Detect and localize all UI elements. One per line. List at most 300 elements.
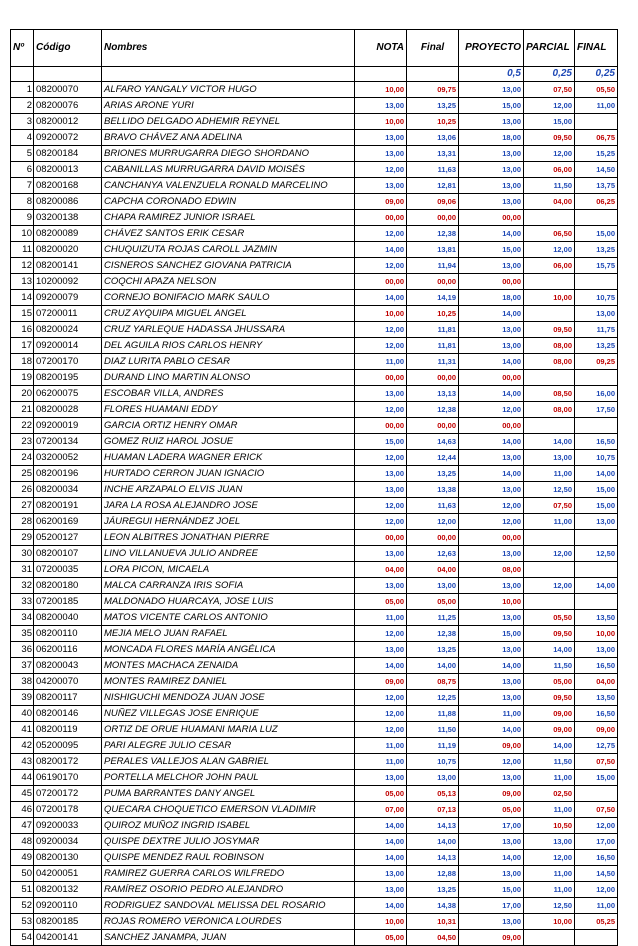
nota-cell: 15,00 <box>355 434 407 450</box>
parcial-cell <box>524 418 575 434</box>
final-cell: 11,94 <box>407 258 459 274</box>
final2-cell <box>575 274 618 290</box>
row-number: 7 <box>11 178 34 194</box>
student-name: MONCADA FLORES MARÍA ANGÉLICA <box>102 642 355 658</box>
header-row <box>11 30 618 67</box>
nota-cell: 13,00 <box>355 386 407 402</box>
row-number: 29 <box>11 530 34 546</box>
proyecto-cell: 15,00 <box>459 626 524 642</box>
final-cell: 11,81 <box>407 338 459 354</box>
student-code: 07200170 <box>34 354 102 370</box>
table-row <box>11 386 618 402</box>
header-final: Final <box>407 30 459 67</box>
final-cell: 12,38 <box>407 226 459 242</box>
proyecto-cell: 13,00 <box>459 338 524 354</box>
final-cell: 11,63 <box>407 162 459 178</box>
row-number: 15 <box>11 306 34 322</box>
student-code: 06200116 <box>34 642 102 658</box>
proyecto-cell: 17,00 <box>459 898 524 914</box>
table-row <box>11 306 618 322</box>
student-name: FLORES HUAMANI EDDY <box>102 402 355 418</box>
parcial-cell <box>524 562 575 578</box>
table-row <box>11 738 618 754</box>
parcial-cell: 09,50 <box>524 626 575 642</box>
proyecto-cell: 13,00 <box>459 914 524 930</box>
final2-cell: 14,50 <box>575 162 618 178</box>
student-name: PORTELLA MELCHOR JOHN PAUL <box>102 770 355 786</box>
row-number: 8 <box>11 194 34 210</box>
table-row <box>11 834 618 850</box>
parcial-cell: 09,50 <box>524 690 575 706</box>
final-cell: 12,38 <box>407 402 459 418</box>
parcial-cell: 08,00 <box>524 338 575 354</box>
student-code: 07200011 <box>34 306 102 322</box>
row-number: 21 <box>11 402 34 418</box>
student-code: 08200020 <box>34 242 102 258</box>
table-row <box>11 418 618 434</box>
nota-cell: 12,00 <box>355 322 407 338</box>
nota-cell: 12,00 <box>355 162 407 178</box>
final2-cell: 13,75 <box>575 178 618 194</box>
nota-cell: 14,00 <box>355 658 407 674</box>
student-name: PARI ALEGRE JULIO CESAR <box>102 738 355 754</box>
proyecto-cell: 13,00 <box>459 690 524 706</box>
table-row <box>11 786 618 802</box>
student-code: 08200043 <box>34 658 102 674</box>
student-name: INCHE ARZAPALO ELVIS JUAN <box>102 482 355 498</box>
proyecto-cell: 17,00 <box>459 818 524 834</box>
row-number: 18 <box>11 354 34 370</box>
proyecto-cell: 13,00 <box>459 114 524 130</box>
student-code: 08200040 <box>34 610 102 626</box>
row-number: 23 <box>11 434 34 450</box>
student-code: 04200070 <box>34 674 102 690</box>
nota-cell: 13,00 <box>355 482 407 498</box>
nota-cell: 00,00 <box>355 210 407 226</box>
student-name: HUAMAN LADERA WAGNER ERICK <box>102 450 355 466</box>
student-name: LORA PICON, MICAELA <box>102 562 355 578</box>
student-code: 08200146 <box>34 706 102 722</box>
student-code: 09200079 <box>34 290 102 306</box>
table-row <box>11 498 618 514</box>
final-cell: 13,13 <box>407 386 459 402</box>
table-row <box>11 642 618 658</box>
proyecto-cell: 18,00 <box>459 130 524 146</box>
final2-cell: 15,00 <box>575 482 618 498</box>
row-number: 37 <box>11 658 34 674</box>
proyecto-cell: 13,00 <box>459 322 524 338</box>
nota-cell: 00,00 <box>355 418 407 434</box>
student-code: 05200127 <box>34 530 102 546</box>
parcial-cell: 06,00 <box>524 258 575 274</box>
student-name: DURAND LINO MARTIN ALONSO <box>102 370 355 386</box>
proyecto-cell: 09,00 <box>459 930 524 946</box>
student-name: NUÑEZ VILLEGAS JOSE ENRIQUE <box>102 706 355 722</box>
parcial-cell: 09,50 <box>524 322 575 338</box>
parcial-cell: 11,50 <box>524 754 575 770</box>
row-number: 24 <box>11 450 34 466</box>
weights-row <box>11 67 618 82</box>
nota-cell: 14,00 <box>355 834 407 850</box>
row-number: 42 <box>11 738 34 754</box>
nota-cell: 12,00 <box>355 706 407 722</box>
parcial-cell: 12,00 <box>524 850 575 866</box>
row-number: 1 <box>11 82 34 98</box>
final-cell: 11,50 <box>407 722 459 738</box>
proyecto-cell: 12,00 <box>459 514 524 530</box>
final2-cell: 13,50 <box>575 610 618 626</box>
table-row <box>11 370 618 386</box>
parcial-cell <box>524 594 575 610</box>
final2-cell: 16,50 <box>575 434 618 450</box>
nota-cell: 12,00 <box>355 626 407 642</box>
student-name: JARA LA ROSA ALEJANDRO JOSE <box>102 498 355 514</box>
nota-cell: 05,00 <box>355 594 407 610</box>
table-row <box>11 882 618 898</box>
nota-cell: 12,00 <box>355 498 407 514</box>
proyecto-cell: 05,00 <box>459 802 524 818</box>
final-cell: 14,63 <box>407 434 459 450</box>
row-number: 6 <box>11 162 34 178</box>
proyecto-cell: 14,00 <box>459 386 524 402</box>
final-cell: 00,00 <box>407 530 459 546</box>
student-code: 08200195 <box>34 370 102 386</box>
table-row <box>11 818 618 834</box>
final2-cell <box>575 562 618 578</box>
final-cell: 09,75 <box>407 82 459 98</box>
student-code: 08200076 <box>34 98 102 114</box>
student-name: CRUZ AYQUIPA MIGUEL ANGEL <box>102 306 355 322</box>
final2-cell: 12,00 <box>575 818 618 834</box>
nota-cell: 13,00 <box>355 546 407 562</box>
row-number: 49 <box>11 850 34 866</box>
row-number: 9 <box>11 210 34 226</box>
table-row <box>11 802 618 818</box>
student-name: QUIROZ MUÑOZ INGRID ISABEL <box>102 818 355 834</box>
proyecto-cell: 12,00 <box>459 402 524 418</box>
row-number: 16 <box>11 322 34 338</box>
proyecto-cell: 13,00 <box>459 178 524 194</box>
parcial-cell: 11,00 <box>524 866 575 882</box>
final2-cell: 06,75 <box>575 130 618 146</box>
final2-cell: 15,00 <box>575 226 618 242</box>
final2-cell: 11,00 <box>575 898 618 914</box>
proyecto-cell: 18,00 <box>459 290 524 306</box>
nota-cell: 09,00 <box>355 674 407 690</box>
table-row <box>11 114 618 130</box>
student-name: MALCA CARRANZA IRIS SOFIA <box>102 578 355 594</box>
parcial-cell <box>524 274 575 290</box>
final2-cell: 16,50 <box>575 658 618 674</box>
table-row <box>11 754 618 770</box>
final2-cell: 12,75 <box>575 738 618 754</box>
final-cell: 08,75 <box>407 674 459 690</box>
student-name: ARIAS ARONE YURI <box>102 98 355 114</box>
parcial-cell: 13,00 <box>524 450 575 466</box>
nota-cell: 14,00 <box>355 242 407 258</box>
table-row <box>11 402 618 418</box>
student-name: CABANILLAS MURRUGARRA DAVID MOISÉS <box>102 162 355 178</box>
student-code: 08200110 <box>34 626 102 642</box>
final-cell: 11,31 <box>407 354 459 370</box>
student-code: 09200034 <box>34 834 102 850</box>
table-row <box>11 562 618 578</box>
row-number: 27 <box>11 498 34 514</box>
student-name: HURTADO CERRON JUAN IGNACIO <box>102 466 355 482</box>
student-name: QUISPE MENDEZ RAUL ROBINSON <box>102 850 355 866</box>
table-row <box>11 354 618 370</box>
final-cell: 07,13 <box>407 802 459 818</box>
final-cell: 00,00 <box>407 274 459 290</box>
row-number: 54 <box>11 930 34 946</box>
final2-cell: 17,50 <box>575 402 618 418</box>
proyecto-cell: 14,00 <box>459 226 524 242</box>
row-number: 45 <box>11 786 34 802</box>
final-cell: 13,25 <box>407 882 459 898</box>
student-name: CISNEROS SANCHEZ GIOVANA PATRICIA <box>102 258 355 274</box>
student-code: 08200130 <box>34 850 102 866</box>
nota-cell: 12,00 <box>355 514 407 530</box>
parcial-cell: 09,50 <box>524 130 575 146</box>
row-number: 28 <box>11 514 34 530</box>
nota-cell: 13,00 <box>355 882 407 898</box>
student-name: MEJIA MELO JUAN RAFAEL <box>102 626 355 642</box>
student-code: 04200141 <box>34 930 102 946</box>
proyecto-cell: 11,00 <box>459 706 524 722</box>
student-name: CRUZ YARLEQUE HADASSA JHUSSARA <box>102 322 355 338</box>
student-code: 08200184 <box>34 146 102 162</box>
student-code: 03200052 <box>34 450 102 466</box>
student-code: 06200169 <box>34 514 102 530</box>
final2-cell: 13,25 <box>575 242 618 258</box>
proyecto-cell: 00,00 <box>459 210 524 226</box>
table-row <box>11 610 618 626</box>
table-row <box>11 322 618 338</box>
proyecto-cell: 13,00 <box>459 674 524 690</box>
proyecto-cell: 13,00 <box>459 162 524 178</box>
proyecto-cell: 13,00 <box>459 642 524 658</box>
proyecto-cell: 13,00 <box>459 258 524 274</box>
row-number: 50 <box>11 866 34 882</box>
final2-cell <box>575 418 618 434</box>
final-cell: 00,00 <box>407 418 459 434</box>
proyecto-cell: 14,00 <box>459 722 524 738</box>
parcial-cell <box>524 930 575 946</box>
parcial-cell <box>524 530 575 546</box>
final-cell: 10,25 <box>407 306 459 322</box>
student-name: PUMA BARRANTES DANY ANGEL <box>102 786 355 802</box>
final2-cell: 14,50 <box>575 866 618 882</box>
parcial-cell: 09,00 <box>524 706 575 722</box>
final2-cell: 10,75 <box>575 450 618 466</box>
final-cell: 12,44 <box>407 450 459 466</box>
final-cell: 11,19 <box>407 738 459 754</box>
table-row <box>11 770 618 786</box>
row-number: 3 <box>11 114 34 130</box>
nota-cell: 00,00 <box>355 530 407 546</box>
proyecto-cell: 15,00 <box>459 242 524 258</box>
final-cell: 11,81 <box>407 322 459 338</box>
final2-cell: 10,00 <box>575 626 618 642</box>
parcial-cell: 10,00 <box>524 290 575 306</box>
parcial-cell: 12,00 <box>524 546 575 562</box>
final2-cell: 11,75 <box>575 322 618 338</box>
student-code: 07200185 <box>34 594 102 610</box>
parcial-cell: 11,00 <box>524 802 575 818</box>
proyecto-cell: 13,00 <box>459 450 524 466</box>
student-code: 08200012 <box>34 114 102 130</box>
row-number: 52 <box>11 898 34 914</box>
row-number: 25 <box>11 466 34 482</box>
student-name: BRAVO CHÁVEZ ANA ADELINA <box>102 130 355 146</box>
student-name: RAMIREZ GUERRA CARLOS WILFREDO <box>102 866 355 882</box>
parcial-cell: 12,00 <box>524 146 575 162</box>
final2-cell: 05,25 <box>575 914 618 930</box>
table-row <box>11 194 618 210</box>
student-name: BELLIDO DELGADO ADHEMIR REYNEL <box>102 114 355 130</box>
table-row <box>11 706 618 722</box>
nota-cell: 13,00 <box>355 146 407 162</box>
nota-cell: 13,00 <box>355 130 407 146</box>
student-name: NISHIGUCHI MENDOZA JUAN JOSE <box>102 690 355 706</box>
parcial-cell: 12,00 <box>524 242 575 258</box>
proyecto-cell: 00,00 <box>459 530 524 546</box>
parcial-cell: 12,50 <box>524 898 575 914</box>
student-name: JÁUREGUI HERNÁNDEZ JOEL <box>102 514 355 530</box>
row-number: 46 <box>11 802 34 818</box>
parcial-cell: 06,00 <box>524 162 575 178</box>
proyecto-cell: 12,00 <box>459 498 524 514</box>
parcial-cell: 15,00 <box>524 114 575 130</box>
student-name: CAPCHA CORONADO EDWIN <box>102 194 355 210</box>
proyecto-cell: 14,00 <box>459 466 524 482</box>
row-number: 22 <box>11 418 34 434</box>
student-code: 08200028 <box>34 402 102 418</box>
student-code: 07200178 <box>34 802 102 818</box>
student-name: LINO VILLANUEVA JULIO ANDREE <box>102 546 355 562</box>
table-row <box>11 130 618 146</box>
parcial-cell: 07,50 <box>524 498 575 514</box>
final2-cell: 11,00 <box>575 98 618 114</box>
table-row <box>11 898 618 914</box>
table-row <box>11 146 618 162</box>
proyecto-cell: 09,00 <box>459 786 524 802</box>
header-no: Nº <box>11 30 34 67</box>
proyecto-cell: 13,00 <box>459 866 524 882</box>
row-number: 51 <box>11 882 34 898</box>
table-row <box>11 98 618 114</box>
final2-cell: 13,00 <box>575 306 618 322</box>
final2-cell <box>575 930 618 946</box>
student-code: 06190170 <box>34 770 102 786</box>
nota-cell: 13,00 <box>355 770 407 786</box>
student-code: 08200034 <box>34 482 102 498</box>
final-cell: 11,63 <box>407 498 459 514</box>
final-cell: 14,00 <box>407 834 459 850</box>
proyecto-cell: 13,00 <box>459 194 524 210</box>
student-code: 10200092 <box>34 274 102 290</box>
final2-cell: 16,50 <box>575 850 618 866</box>
final-cell: 13,25 <box>407 642 459 658</box>
student-code: 09200019 <box>34 418 102 434</box>
row-number: 10 <box>11 226 34 242</box>
row-number: 41 <box>11 722 34 738</box>
final-cell: 11,25 <box>407 610 459 626</box>
row-number: 44 <box>11 770 34 786</box>
student-code: 08200089 <box>34 226 102 242</box>
final2-cell: 15,25 <box>575 146 618 162</box>
final2-cell: 09,00 <box>575 722 618 738</box>
nota-cell: 12,00 <box>355 402 407 418</box>
table-row <box>11 690 618 706</box>
student-code: 08200141 <box>34 258 102 274</box>
student-name: BRIONES MURRUGARRA DIEGO SHORDANO <box>102 146 355 162</box>
final-cell: 10,25 <box>407 114 459 130</box>
student-name: CANCHANYA VALENZUELA RONALD MARCELINO <box>102 178 355 194</box>
proyecto-cell: 15,00 <box>459 98 524 114</box>
nota-cell: 10,00 <box>355 114 407 130</box>
table-row <box>11 530 618 546</box>
student-name: GOMEZ RUIZ HAROL JOSUE <box>102 434 355 450</box>
row-number: 48 <box>11 834 34 850</box>
student-name: ESCOBAR VILLA, ANDRES <box>102 386 355 402</box>
row-number: 5 <box>11 146 34 162</box>
parcial-cell <box>524 370 575 386</box>
table-row <box>11 450 618 466</box>
row-number: 2 <box>11 98 34 114</box>
student-name: ALFARO YANGALY VICTOR HUGO <box>102 82 355 98</box>
table-row <box>11 674 618 690</box>
row-number: 34 <box>11 610 34 626</box>
parcial-cell: 08,00 <box>524 354 575 370</box>
final2-cell <box>575 114 618 130</box>
student-name: MALDONADO HUARCAYA, JOSE LUIS <box>102 594 355 610</box>
final2-cell <box>575 786 618 802</box>
final2-cell: 13,25 <box>575 338 618 354</box>
proyecto-cell: 00,00 <box>459 370 524 386</box>
student-code: 08200180 <box>34 578 102 594</box>
parcial-cell: 13,00 <box>524 834 575 850</box>
proyecto-cell: 10,00 <box>459 594 524 610</box>
table-row <box>11 82 618 98</box>
student-code: 08200086 <box>34 194 102 210</box>
proyecto-cell: 13,00 <box>459 482 524 498</box>
student-code: 08200168 <box>34 178 102 194</box>
final2-cell: 15,75 <box>575 258 618 274</box>
student-name: CHUQUIZUTA ROJAS CAROLL JAZMIN <box>102 242 355 258</box>
student-name: MATOS VICENTE CARLOS ANTONIO <box>102 610 355 626</box>
parcial-cell: 02,50 <box>524 786 575 802</box>
final2-cell: 07,50 <box>575 754 618 770</box>
final-cell: 10,75 <box>407 754 459 770</box>
row-number: 13 <box>11 274 34 290</box>
row-number: 39 <box>11 690 34 706</box>
nota-cell: 12,00 <box>355 258 407 274</box>
student-code: 08200172 <box>34 754 102 770</box>
student-code: 09200033 <box>34 818 102 834</box>
parcial-cell <box>524 306 575 322</box>
final-cell: 12,88 <box>407 866 459 882</box>
final-cell: 05,13 <box>407 786 459 802</box>
final-cell: 09,06 <box>407 194 459 210</box>
parcial-cell <box>524 210 575 226</box>
final2-cell: 07,50 <box>575 802 618 818</box>
table-row <box>11 434 618 450</box>
table-row <box>11 210 618 226</box>
row-number: 14 <box>11 290 34 306</box>
student-name: DEL AGUILA RIOS CARLOS HENRY <box>102 338 355 354</box>
student-code: 08200119 <box>34 722 102 738</box>
